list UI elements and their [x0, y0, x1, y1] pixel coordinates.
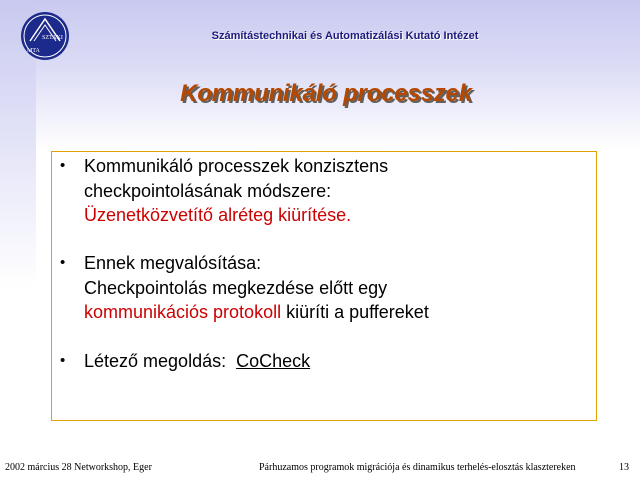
content-box — [51, 151, 597, 421]
bullet-dot: • — [60, 254, 66, 271]
bullet-2-line-1: Ennek megvalósítása: — [84, 253, 262, 273]
footer-talk-title: Párhuzamos programok migrációja és dinamikus terhelés-elosztás klasztereken — [259, 462, 576, 473]
bullet-1-line-1: Kommunikáló processzek konzisztens — [84, 156, 389, 176]
bullet-1-line-2: checkpointolásának módszere: — [84, 180, 332, 201]
bullet-2-line-3-rest: kiüríti a puffereket — [281, 302, 429, 322]
cocheck-link[interactable]: CoCheck — [236, 351, 311, 371]
institute-name: Számítástechnikai és Automatizálási Kutató Intézet — [211, 30, 479, 42]
footer-page-number: 13 — [619, 462, 629, 473]
header-curve — [0, 0, 640, 150]
logo-mta-text: MTA — [27, 48, 40, 54]
bullet-2-line-2: Checkpointolás megkezdése előtt egy — [84, 277, 388, 298]
logo-sztaki-text: SZTAKI — [42, 35, 63, 41]
bullet-dot: • — [60, 157, 66, 174]
bullet-3-prefix: Létező megoldás: — [84, 351, 237, 371]
bullet-1-line-3: Üzenetközvetítő alréteg kiürítése. — [84, 205, 352, 225]
bullet-dot: • — [60, 352, 66, 369]
bullet-2-line-3 — [84, 300, 584, 325]
slide-title: Kommunikáló processzek — [180, 80, 472, 107]
protocol-highlight: kommunikációs protokoll — [84, 302, 282, 322]
footer-event: 2002 március 28 Networkshop, Eger — [5, 462, 152, 473]
